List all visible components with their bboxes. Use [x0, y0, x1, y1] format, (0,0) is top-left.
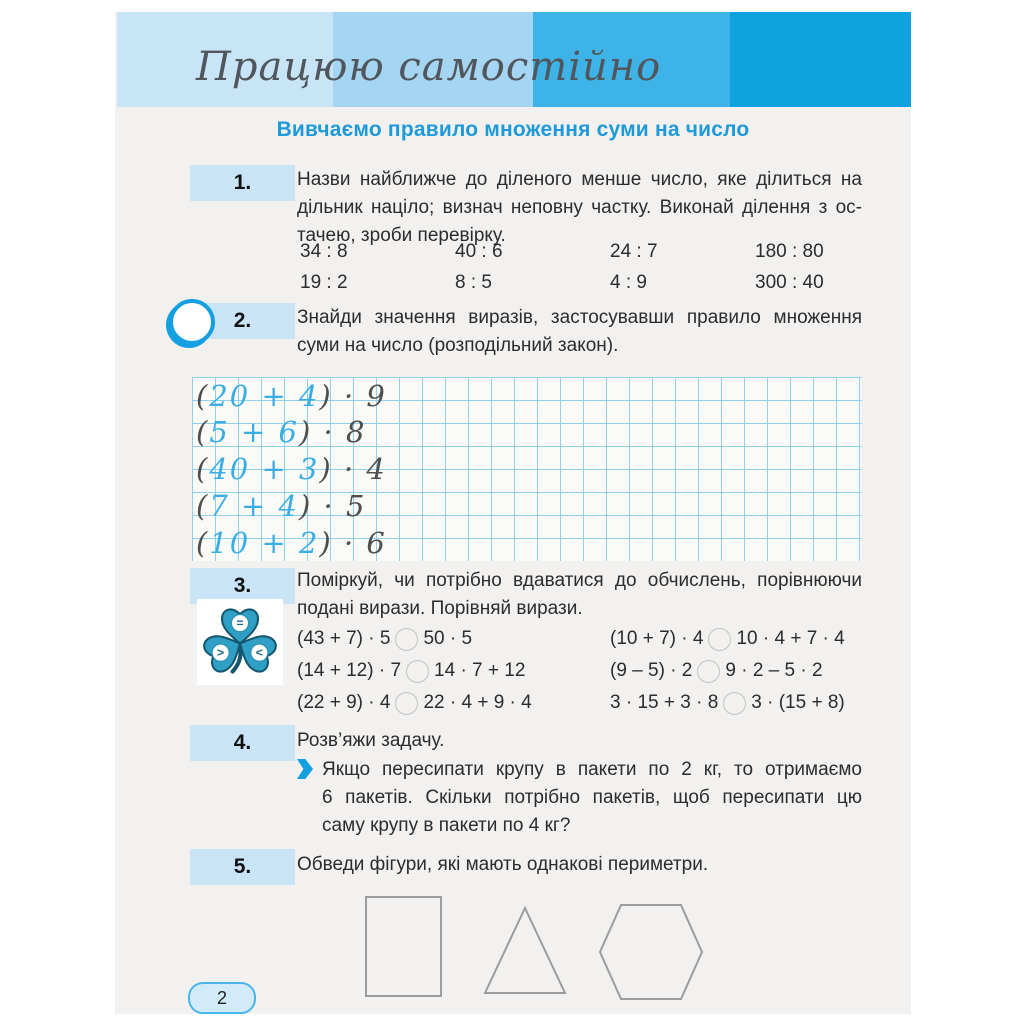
- expression-paren: (: [196, 489, 210, 523]
- handwritten-expression: [196, 415, 366, 449]
- task4-problem: [322, 756, 862, 840]
- comparison-left-expr: 3 · 15 + 3 · 8: [610, 692, 719, 713]
- hexagon-shape: [598, 903, 704, 1001]
- task2-line: суми на число (розподільний закон).: [297, 335, 619, 356]
- task3-number: 3.: [190, 568, 295, 604]
- comparison-right-expr: 9 · 2 – 5 · 2: [725, 660, 823, 681]
- division-problem: 40 : 6: [455, 241, 503, 262]
- expression-multiplier: ) · 9: [319, 379, 387, 413]
- division-problem: 24 : 7: [610, 241, 658, 262]
- division-problem: 34 : 8: [300, 241, 348, 262]
- answer-circle: [395, 692, 418, 715]
- handwritten-expression: [196, 452, 387, 486]
- task4-intro: Розв’яжи задачу.: [297, 730, 445, 751]
- answer-circle: [708, 628, 731, 651]
- comparison-row: [610, 626, 845, 652]
- equals-sign-icon: =: [236, 616, 244, 631]
- expression-sum: 5 + 6: [209, 415, 299, 449]
- task4-line: саму крупу в пакети по 4 кг?: [322, 815, 571, 836]
- triangle-shape: [483, 906, 567, 996]
- task1-division-problems: [297, 241, 862, 305]
- division-problem: 4 : 9: [610, 272, 647, 293]
- expression-paren: (: [196, 526, 210, 560]
- expression-sum: 40 + 3: [209, 452, 320, 486]
- page-number-badge: 2: [188, 982, 256, 1014]
- task1-line: тачею, зроби перевірку.: [297, 225, 506, 246]
- expression-sum: 20 + 4: [209, 379, 320, 413]
- circle-ring-icon: [169, 299, 215, 345]
- task4-number: 4.: [190, 725, 295, 761]
- comparison-row: [297, 626, 472, 652]
- square-shape: [365, 896, 442, 997]
- answer-circle: [395, 628, 418, 651]
- task3-line: подані вирази. Порівняй вирази.: [297, 598, 583, 619]
- division-problem: 180 : 80: [755, 241, 824, 262]
- less-than-icon: <: [255, 645, 263, 660]
- comparison-right-expr: 50 · 5: [423, 628, 473, 649]
- answer-circle: [723, 692, 746, 715]
- task1-line: Назви найближче до діленого менше число, яке ділиться на: [297, 169, 862, 190]
- comparison-left-expr: (10 + 7) · 4: [610, 628, 704, 649]
- comparison-left-expr: (43 + 7) · 5: [297, 628, 391, 649]
- expression-multiplier: ) · 5: [298, 489, 367, 523]
- comparison-right-expr: 3 · (15 + 8): [751, 692, 845, 713]
- comparison-left-expr: (9 – 5) · 2: [610, 660, 693, 681]
- greater-than-icon: >: [217, 645, 225, 660]
- expression-multiplier: ) · 4: [319, 452, 387, 486]
- task2-text: [297, 304, 862, 360]
- division-problem: 8 : 5: [455, 272, 492, 293]
- comparison-row: [610, 690, 845, 716]
- section-handwritten-title: Працюю самостійно: [196, 44, 662, 90]
- task2-number: 2.: [190, 303, 295, 339]
- task3-line: Поміркуй, чи потрібно вдаватися до обчислень, порівнюючи: [297, 570, 862, 591]
- comparison-right-expr: 22 · 4 + 9 · 4: [423, 692, 532, 713]
- expression-multiplier: ) · 6: [319, 526, 387, 560]
- handwritten-expression: [196, 379, 387, 413]
- comparison-row: [610, 658, 823, 684]
- task5-text: Обведи фігури, які мають однакові периметри.: [297, 854, 709, 875]
- task1-number: 1.: [190, 165, 295, 201]
- comparison-row: [297, 690, 532, 716]
- task3-text: [297, 567, 862, 623]
- comparison-row: [297, 658, 525, 684]
- expression-paren: (: [196, 452, 210, 486]
- division-problem: 300 : 40: [755, 272, 824, 293]
- task2-line: Знайди значення виразів, застосувавши правило множення: [297, 307, 862, 328]
- answer-circle: [697, 660, 720, 683]
- task4-line: 6 пакетів. Скільки потрібно пакетів, щоб пересипати цю: [322, 787, 862, 808]
- clover-svg: [199, 601, 281, 683]
- expression-multiplier: ) · 8: [298, 415, 367, 449]
- squared-grid-paper: [192, 377, 862, 561]
- expression-paren: (: [196, 415, 210, 449]
- expression-sum: 7 + 4: [209, 489, 299, 523]
- comparison-left-expr: (22 + 9) · 4: [297, 692, 391, 713]
- comparison-right-expr: 14 · 7 + 12: [434, 660, 526, 681]
- comparison-clover-icon: [197, 599, 283, 685]
- handwritten-expression: [196, 526, 387, 560]
- comparison-right-expr: 10 · 4 + 7 · 4: [736, 628, 845, 649]
- header-block-4: [730, 12, 911, 107]
- task4-line: Якщо пересипати крупу в пакети по 2 кг, то отримаємо: [322, 759, 862, 780]
- division-problem: 19 : 2: [300, 272, 348, 293]
- comparison-left-expr: (14 + 12) · 7: [297, 660, 402, 681]
- handwritten-expression: [196, 489, 366, 523]
- expression-sum: 10 + 2: [209, 526, 320, 560]
- answer-circle: [406, 660, 429, 683]
- expression-paren: (: [196, 379, 210, 413]
- task1-line: дільник націло; визнач неповну частку. Виконай ділення з ос-: [297, 197, 862, 218]
- task1-text: [297, 166, 862, 250]
- lesson-title: Вивчаємо правило множення суми на число: [276, 118, 750, 141]
- task5-number: 5.: [190, 849, 295, 885]
